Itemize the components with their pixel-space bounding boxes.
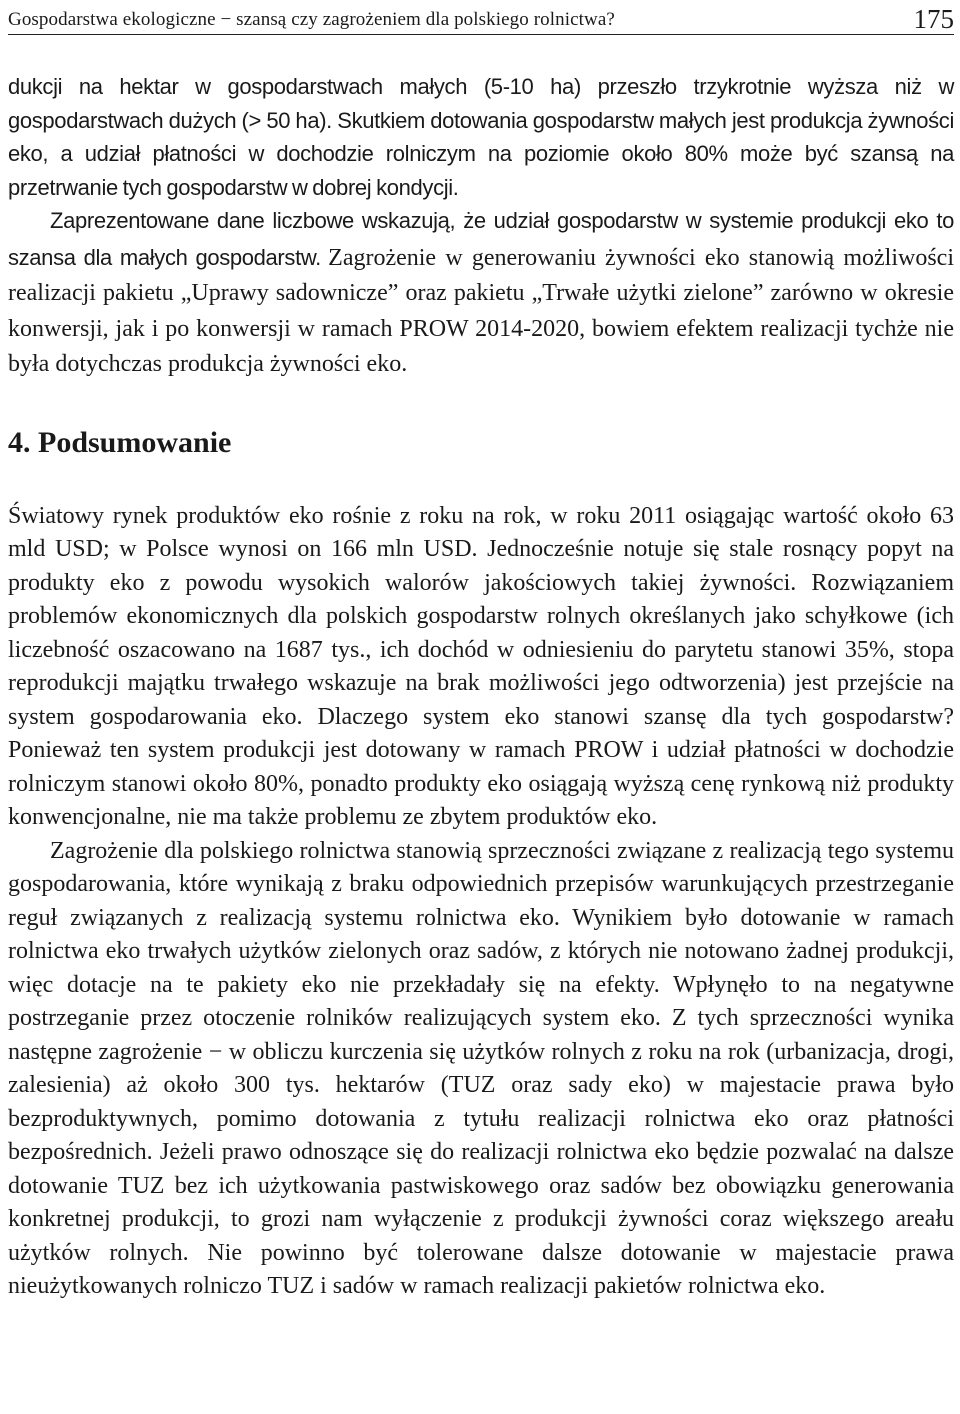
- body-text: [8, 70, 954, 1304]
- summary-paragraph-2: Zagrożenie dla polskiego rolnictwa stanowią sprzeczności związane z realizacją tego systemu gospodarowania, które wynikają z braku odpowiednich przepisów warunkujących przestrzeganie reguł związanych z realizacją systemu rolnictwa eko. Wynikiem było dotowanie w ramach rolnictwa eko trwałych użytków zielonych oraz sadów, z których nie notowano żadnej produkcji, więc dotacje na te pakiety eko nie przekładały się na efekty. Wpłynęło to na negatywne postrzeganie przez otoczenie rolników realizujących system eko. Z tych sprzeczności wynika następne zagrożenie − w obliczu kurczenia się użytków rolnych z roku na rok (urbanizacja, drogi, zalesienia) aż około 300 tys. hektarów (TUZ oraz sady eko) w majestacie prawa było bezproduktywnych, pomimo dotowania z tytułu realizacji rolnictwa eko oraz płatności bezpośrednich. Jeżeli prawo odnoszące się do realizacji rolnictwa eko będzie pozwalać na dalsze dotowanie TUZ bez ich użytkowania pastwiskowego oraz sadów bez obowiązku generowania konkretnej produkcji, to grozi nam wyłączenie z produkcji żywności coraz większego areału użytków rolnych. Nie powinno być tolerowane dalsze dotowanie w majestacie prawa nieużytkowanych rolniczo TUZ i sadów w ramach realizacji pakietów rolnictwa eko.: [8, 837, 954, 1299]
- paragraph-data-summary-part-1: Zaprezentowane dane liczbowe wskazują, że udział gospodarstw w systemie produkcji eko to szansa dla małych gospodarstw.: [8, 208, 954, 270]
- paragraph-data-summary: [8, 204, 954, 384]
- section-heading: 4. Podsumowanie: [8, 425, 232, 459]
- header-title: Gospodarstwa ekologiczne − szansą czy zagrożeniem dla polskiego rolnictwa?: [8, 9, 615, 30]
- summary-paragraph-1: Światowy rynek produktów eko rośnie z roku na rok, w roku 2011 osiągając wartość około 63 mld USD; w Polsce wynosi on 166 mln USD. Jednocześnie notuje się stale rosnący popyt na produkty eko z powodu wysokich walorów jakościowych takiej żywności. Rozwiązaniem problemów ekonomicznych dla polskich gospodarstw rolnych określanych jako schyłkowe (ich liczebność oszacowano na 1687 tys., ich dochód w odniesieniu do parytetu stanowi 35%, stopa reprodukcji majątku trwałego wskazuje na brak możliwości jego odtworzenia) jest przejście na system gospodarowania eko. Dlaczego system eko stanowi szansę dla tych gospodarstw? Ponieważ ten system produkcji jest dotowany w ramach PROW i udział płatności w dochodzie rolniczym stanowi około 80%, ponadto produkty eko osiągają wyższą cenę rynkową niż produkty konwencjonalne, nie ma także problemu ze zbytem produktów eko.: [8, 502, 954, 830]
- page-number: 175: [913, 4, 954, 34]
- paragraph-data-summary-part-2: Zagrożenie w generowaniu żywności eko stanowią możliwości realizacji pakietu „Uprawy sadownicze” oraz pakietu „Trwałe użytki zielone” zarówno w okresie konwersji, jak i po konwersji w ramach PROW 2014-2020, bowiem efektem realizacji tychże nie była dotychczas produkcja żywności eko.: [8, 244, 955, 377]
- paragraph-continued: dukcji na hektar w gospodarstwach małych (5-10 ha) przeszło trzykrotnie wyższa niż w gospodarstwach dużych (> 50 ha). Skutkiem dotowania gospodarstw małych jest produkcja żywności eko, a udział płatności w dochodzie rolniczym na poziomie około 80% może być szansą na przetrwanie tych gospodarstw w dobrej kondycji.: [8, 74, 954, 200]
- running-header: [8, 4, 954, 35]
